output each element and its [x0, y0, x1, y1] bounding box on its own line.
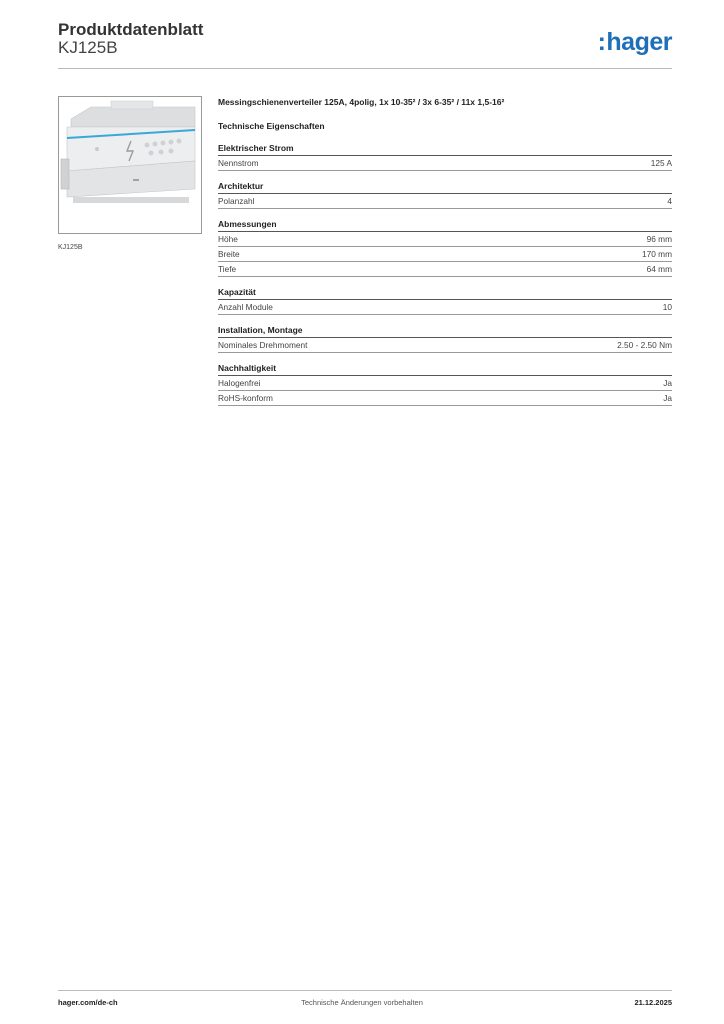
spec-row [218, 376, 672, 391]
footer-divider [58, 990, 672, 991]
spec-label: Polanzahl [218, 196, 255, 206]
group-title: Abmessungen [218, 219, 672, 232]
group-title: Installation, Montage [218, 325, 672, 338]
spec-group-sustainability [218, 363, 672, 406]
product-image [58, 96, 202, 234]
spec-label: Breite [218, 249, 240, 259]
spec-label: Höhe [218, 234, 238, 244]
spec-row [218, 300, 672, 315]
spec-group-dimensions [218, 219, 672, 277]
spec-row [218, 194, 672, 209]
spec-label: Halogenfrei [218, 378, 261, 388]
group-title: Kapazität [218, 287, 672, 300]
group-title: Architektur [218, 181, 672, 194]
spec-value: Ja [663, 378, 672, 388]
spec-value: Ja [663, 393, 672, 403]
footer-date: 21.12.2025 [634, 998, 672, 1007]
product-description: Messingschienenverteiler 125A, 4polig, 1x 10-35² / 3x 6-35² / 11x 1,5-16² [218, 97, 505, 107]
spec-group-electric [218, 143, 672, 171]
spec-label: RoHS-konform [218, 393, 273, 403]
spec-label: Nominales Drehmoment [218, 340, 308, 350]
footer-website-link[interactable]: hager.com/de-ch [58, 998, 118, 1007]
spec-row [218, 232, 672, 247]
header-divider [58, 68, 672, 69]
spec-value: 64 mm [646, 264, 672, 274]
hager-logo[interactable] [598, 28, 672, 57]
spec-value: 2.50 - 2.50 Nm [617, 340, 672, 350]
spec-label: Tiefe [218, 264, 237, 274]
spec-label: Anzahl Module [218, 302, 273, 312]
spec-group-capacity [218, 287, 672, 315]
group-title: Elektrischer Strom [218, 143, 672, 156]
logo-colon: : [597, 28, 606, 56]
spec-row [218, 156, 672, 171]
footer-notice: Technische Änderungen vorbehalten [301, 998, 423, 1007]
spec-content [218, 96, 672, 416]
spec-value: 4 [667, 196, 672, 206]
spec-row [218, 338, 672, 353]
section-heading: Technische Eigenschaften [218, 121, 325, 131]
logo-text: hager [606, 28, 672, 56]
spec-value: 96 mm [646, 234, 672, 244]
spec-label: Nennstrom [218, 158, 259, 168]
page-title: Produktdatenblatt [58, 20, 204, 39]
distribution-block-illustration [59, 97, 201, 233]
spec-row [218, 247, 672, 262]
image-caption: KJ125B [58, 244, 83, 251]
spec-value: 10 [662, 302, 672, 312]
spec-group-architecture [218, 181, 672, 209]
spec-value: 125 A [650, 158, 672, 168]
product-code: KJ125B [58, 38, 118, 57]
group-title: Nachhaltigkeit [218, 363, 672, 376]
spec-row [218, 262, 672, 277]
spec-value: 170 mm [642, 249, 672, 259]
spec-group-installation [218, 325, 672, 353]
spec-row [218, 391, 672, 406]
